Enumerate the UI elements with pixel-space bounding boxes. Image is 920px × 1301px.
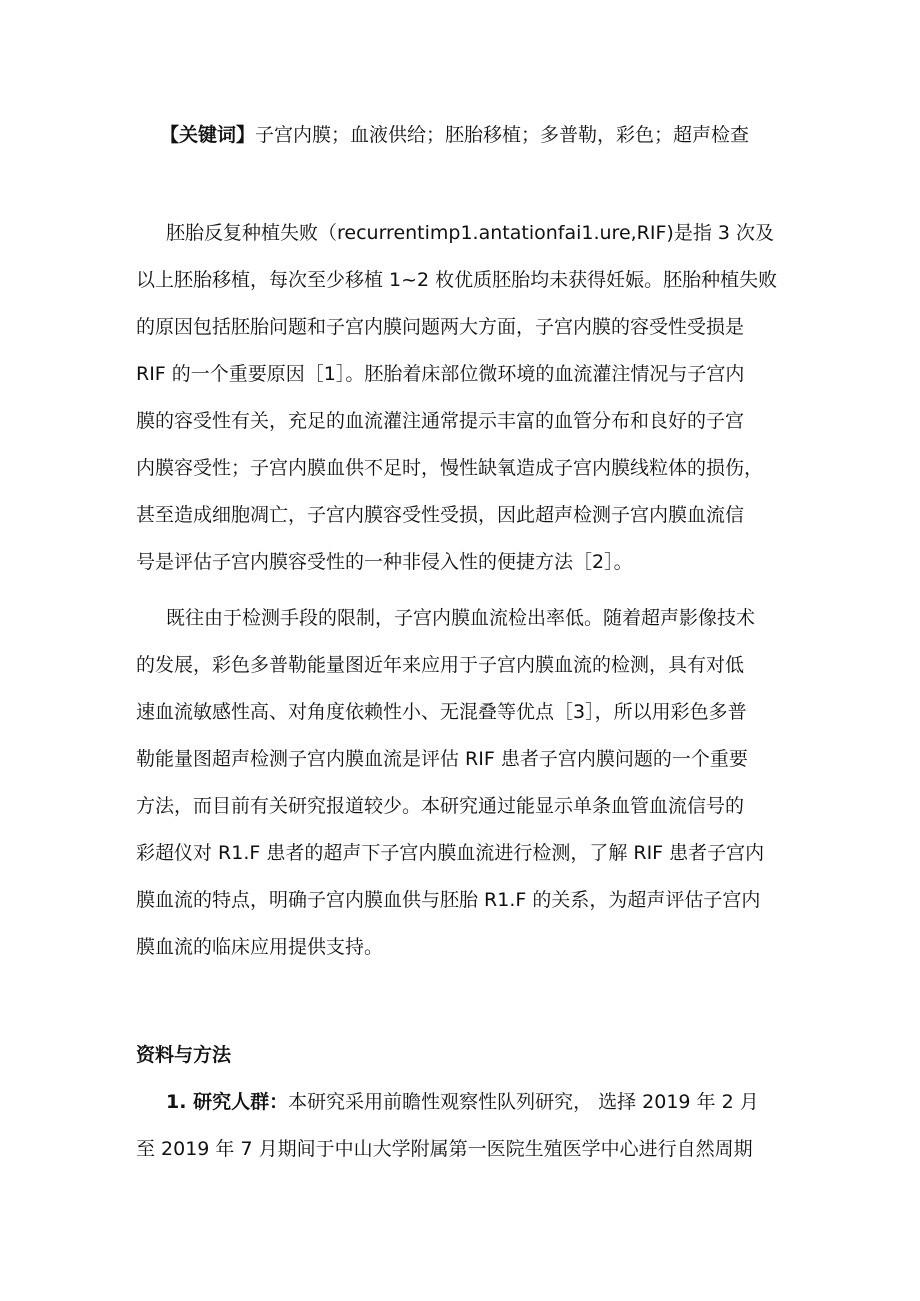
paragraph2-line: 的发展，彩色多普勒能量图近年来应用于子宫内膜血流的检测，具有对低 (136, 654, 745, 676)
paragraph1-line: 胚胎反复种植失败（recurrentimp1.antationfai1.ure,RIF)是指 3 次及 (166, 222, 774, 244)
paragraph3-heading: . 研究人群： (179, 1091, 289, 1113)
paragraph1-line: 膜的容受性有关，充足的血流灌注通常提示丰富的血管分布和良好的子宫 (136, 410, 745, 432)
paragraph2-line: 膜血流的特点，明确子宫内膜血供与胚胎 R1.F 的关系，为超声评估子宫内 (136, 889, 761, 911)
paragraph1-line: 内膜容受性；子宫内膜血供不足时，慢性缺氧造成子宫内膜线粒体的损伤， (136, 457, 764, 479)
paragraph1-line: 的原因包括胚胎问题和子宫内膜问题两大方面，子宫内膜的容受性受损是 (136, 316, 745, 338)
paragraph2-line: 速血流敏感性高、对角度依赖性小、无混叠等优点［3］，所以用彩色多普 (136, 701, 747, 723)
keywords-line (160, 118, 749, 152)
paragraph3-text: 本研究采用前瞻性观察性队列研究， 选择 2019 年 2 月 (288, 1091, 759, 1113)
paragraph2-line: 方法，而目前有关研究报道较少。本研究通过能显示单条血管血流信号的 (136, 795, 745, 817)
section-title: 资料与方法 (136, 1044, 232, 1066)
paragraph1-line: 甚至造成细胞凋亡，子宫内膜容受性受损，因此超声检测子宫内膜血流信 (136, 504, 745, 526)
paragraph3-number: 1 (166, 1091, 180, 1113)
keywords-text: 子宫内膜；血液供给；胚胎移植；多普勒，彩色；超声检查 (255, 124, 750, 146)
paragraph2-line: 膜血流的临床应用提供支持。 (136, 936, 384, 958)
paragraph2-line: 既往由于检测手段的限制，子宫内膜血流检出率低。随着超声影像技术 (166, 607, 756, 629)
paragraph1-line: RIF 的一个重要原因［1］。胚胎着床部位微环境的血流灌注情况与子宫内 (136, 363, 745, 385)
paragraph2-line: 勒能量图超声检测子宫内膜血流是评估 RIF 患者子宫内膜问题的一个重要 (136, 748, 748, 770)
paragraph2-line: 彩超仪对 R1.F 患者的超声下子宫内膜血流进行检测，了解 RIF 患者子宫内 (136, 842, 765, 864)
paragraph1-line: 以上胚胎移植，每次至少移植 1~2 枚优质胚胎均未获得妊娠。胚胎种植失败 (136, 269, 778, 291)
paragraph1-line: 号是评估子宫内膜容受性的一种非侵入性的便捷方法［2］。 (136, 551, 633, 573)
paragraph3-line (166, 1085, 759, 1119)
paragraph3-line: 至 2019 年 7 月期间于中山大学附属第一医院生殖医学中心进行自然周期 (136, 1138, 753, 1160)
keywords-label: 【关键词】 (160, 124, 256, 146)
